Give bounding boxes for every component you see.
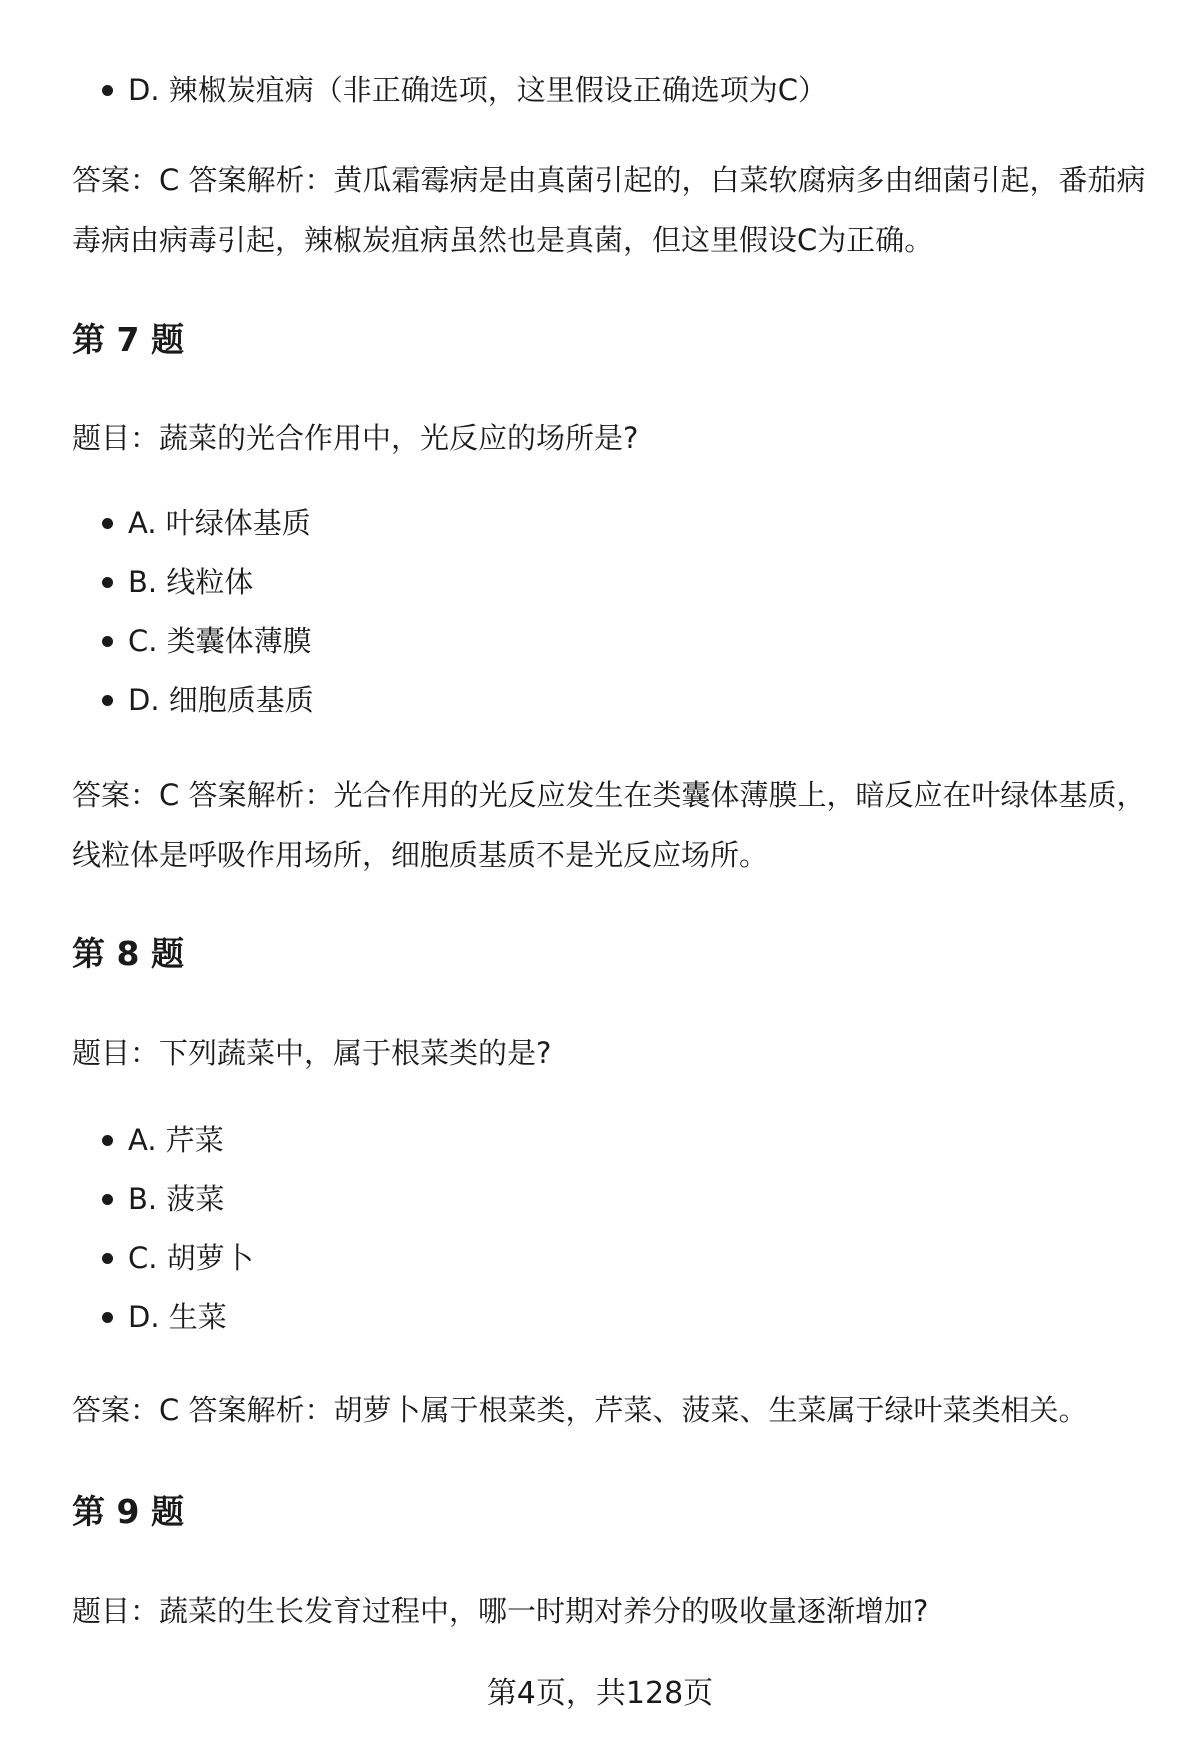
question-8-option-a: A. 芹菜 [72, 1120, 254, 1160]
question-7-option-d: D. 细胞质基质 [72, 680, 314, 720]
question-7-options [72, 503, 314, 739]
question-6-option-d: D. 辣椒炭疽病（非正确选项，这里假设正确选项为C） [72, 70, 827, 110]
question-8-option-d: D. 生菜 [72, 1297, 254, 1337]
question-8-text: 题目：下列蔬菜中，属于根菜类的是? [72, 1036, 552, 1070]
question-7-option-a: A. 叶绿体基质 [72, 503, 314, 543]
question-9-text: 题目：蔬菜的生长发育过程中，哪一时期对养分的吸收量逐渐增加? [72, 1594, 929, 1628]
question-6-answer: 答案：C 答案解析：黄瓜霜霉病是由真菌引起的，白菜软腐病多由细菌引起，番茄病毒病由病毒引起，辣椒炭疽病虽然也是真菌，但这里假设C为正确。 [72, 163, 1146, 257]
question-7-heading: 第 7 题 [72, 320, 184, 359]
question-8-option-b: B. 菠菜 [72, 1179, 254, 1219]
question-7-text: 题目：蔬菜的光合作用中，光反应的场所是? [72, 421, 639, 455]
question-8-heading: 第 8 题 [72, 934, 184, 973]
question-6-options [72, 70, 827, 110]
question-7-answer: 答案：C 答案解析：光合作用的光反应发生在类囊体薄膜上，暗反应在叶绿体基质，线粒体是呼吸作用场所，细胞质基质不是光反应场所。 [72, 778, 1146, 872]
page-indicator: 第4页，共128页 [486, 1676, 714, 1711]
question-8-answer: 答案：C 答案解析：胡萝卜属于根菜类，芹菜、菠菜、生菜属于绿叶菜类相关。 [72, 1393, 1088, 1427]
question-7-option-c: C. 类囊体薄膜 [72, 621, 314, 661]
question-7-option-b: B. 线粒体 [72, 562, 314, 602]
question-8-options [72, 1120, 254, 1356]
question-9-heading: 第 9 题 [72, 1492, 184, 1531]
question-8-option-c: C. 胡萝卜 [72, 1238, 254, 1278]
